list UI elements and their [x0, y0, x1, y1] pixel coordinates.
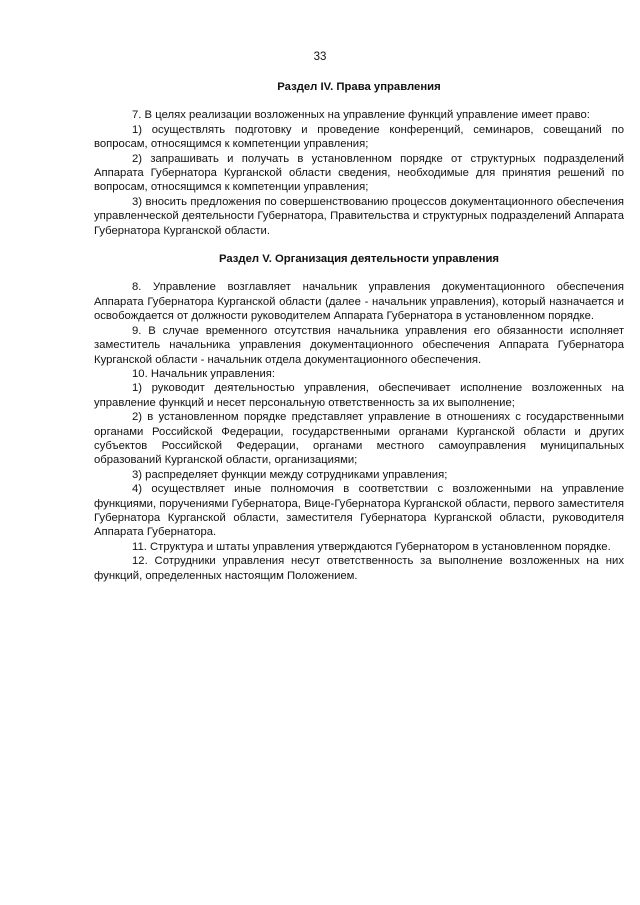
- section-5-paragraph: 2) в установленном порядке представляет управление в отношениях с государственными органами Российской Федерации, государственными органами Курганской области и других субъектов Российской Федерации, органами местного самоуправления муниципальных образований Курганской области, организациями;: [94, 411, 624, 467]
- document-body: [94, 72, 624, 583]
- section-5-paragraph: 4) осуществляет иные полномочия в соответствии с возложенными на управление функциями, поручениями Губернатора, Вице-Губернатора Курганской области, первого заместителя Губернатора Курганской области, заместителя Губернатора Курганской области, руководителя Аппарата Губернатора.: [94, 483, 624, 539]
- section-5-heading: Раздел V. Организация деятельности управления: [219, 253, 499, 266]
- section-5-paragraph: 10. Начальник управления:: [132, 367, 276, 380]
- section-4-paragraph: 7. В целях реализации возложенных на управление функций управление имеет право:: [132, 109, 590, 122]
- section-5-paragraph: 1) руководит деятельностью управления, обеспечивает исполнение возложенных на управление функций и несет персональную ответственность за их выполнение;: [94, 382, 624, 409]
- page-number: 33: [313, 51, 327, 63]
- section-5-paragraph: 3) распределяет функции между сотрудниками управления;: [132, 468, 448, 481]
- section-5-paragraph: 8. Управление возглавляет начальник управления документационного обеспечения Аппарата Губернатора Курганской области (далее - начальник управления), который назначается и освобождается от должности руководителем Аппарата Губернатора в установленном порядке.: [94, 281, 624, 323]
- section-5-paragraph: 11. Структура и штаты управления утверждаются Губернатором в установленном порядке.: [132, 540, 611, 553]
- section-4-paragraph: 2) запрашивать и получать в установленном порядке от структурных подразделений Аппарата Губернатора Курганской области сведения, необходимые для принятия решений по вопросам, относящимся к компетенции управления;: [94, 152, 624, 194]
- section-4-paragraph: 1) осуществлять подготовку и проведение конференций, семинаров, совещаний по вопросам, относящимся к компетенции управления;: [94, 123, 624, 151]
- section-5-paragraph: 12. Сотрудники управления несут ответственность за выполнение возложенных на них функций, определенных настоящим Положением.: [94, 555, 624, 582]
- section-5-paragraph: 9. В случае временного отсутствия начальника управления его обязанности исполняет заместитель начальника управления документационного обеспечения Аппарата Губернатора Курганской области - начальник отдела документационного обеспечения.: [94, 324, 624, 366]
- section-4-paragraph: 3) вносить предложения по совершенствованию процессов документационного обеспечения управленческой деятельности Губернатора, Правительства и структурных подразделений Аппарата Губернатора Курганской области.: [94, 195, 624, 237]
- section-4-heading: Раздел IV. Права управления: [277, 81, 441, 93]
